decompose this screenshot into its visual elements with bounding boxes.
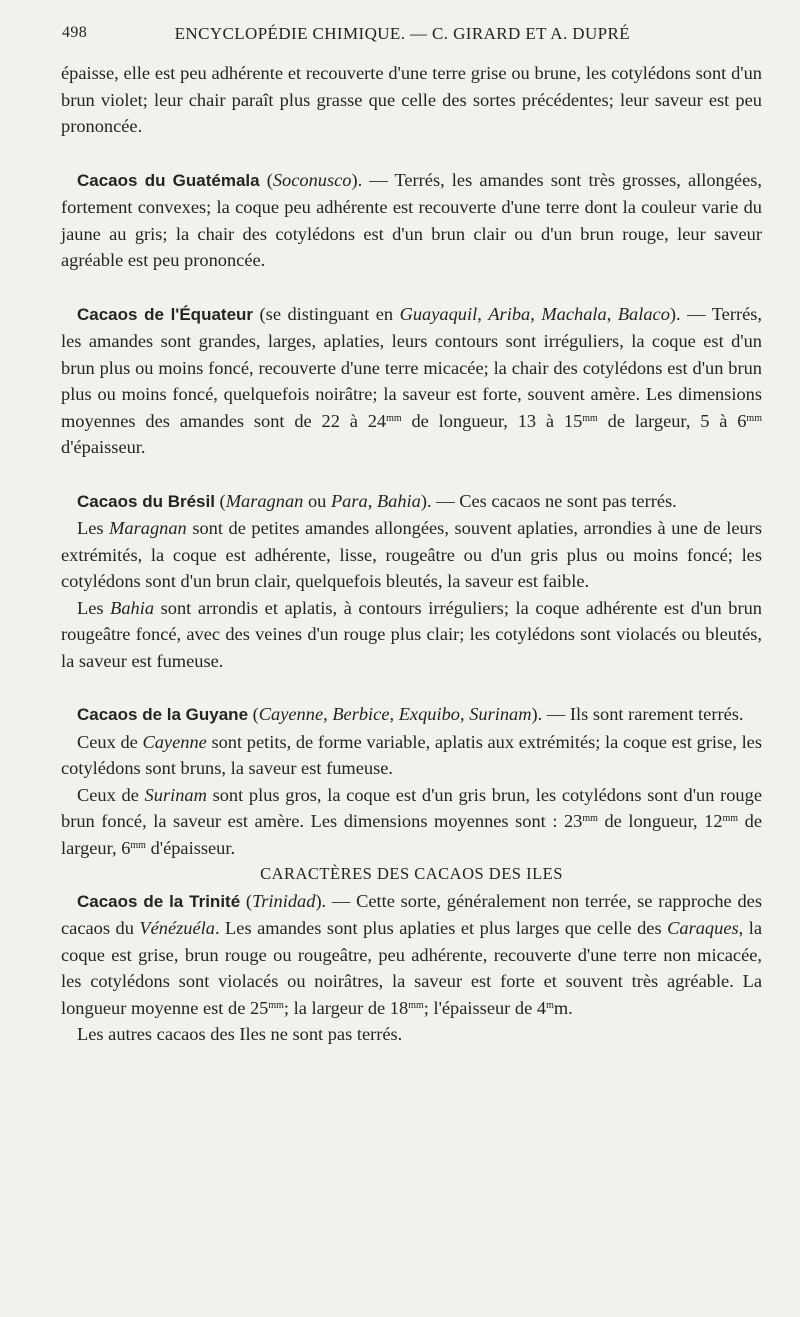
- section-title: CARACTÈRES DES CACAOS DES ILES: [260, 864, 563, 883]
- heading-guyane: Cacaos de la Guyane: [77, 705, 249, 724]
- paragraph-bahia: Les Bahia sont arrondis et aplatis, à contours irréguliers; la coque adhérente est d'un brun rougeâtre foncé, avec des veines d'un rouge plus clair; les cotylédons sont violacés ou bleutés, la saveur est fumeuse.: [61, 597, 762, 671]
- paragraph-trinite: Cacaos de la Trinité (Trinidad). — Cette sorte, généralement non terrée, se rapproche des cacaos du Vénézuéla. Les amandes sont plus aplaties et plus larges que celle des Caraques, la coque est grise, brun rouge ou rougeâtre, peu adhérente, recouverte d'une terre non micacée, les cotylédons sont violacés ou noirâtres, la saveur est forte et souvent très agréable. La longueur moyenne est de $25^{mm}$; la largeur de $18^{mm}$; l'épaisseur de 4$^m$m.: [61, 890, 763, 1018]
- running-title: ENCYCLOPÉDIE CHIMIQUE. — C. GIRARD ET A. DUPRÉ: [174, 24, 630, 43]
- paragraph-maragnan: Les Maragnan sont de petites amandes allongées, souvent aplaties, arrondies à une de leurs extrémités, la coque est adhérente, lisse, rougeâtre ou d'un gris plus ou moins foncé; les cotylédons sont d'un brun clair, quelquefois bleutés, la saveur est faible.: [61, 518, 762, 591]
- paragraph-surinam: Ceux de Surinam sont plus gros, la coque est d'un gris brun, les cotylédons sont d'un rouge brun foncé, la saveur est amère. Les dimensions moyennes sont : $23^{mm}$ de longueur, $12^{mm}$ de largeur, $6^{mm}$ d'épaisseur.: [61, 784, 762, 858]
- body-text: [61, 60, 762, 1048]
- paragraph-bresil: Cacaos du Brésil (Maragnan ou Para, Bahia). — Ces cacaos ne sont pas terrés.: [77, 490, 677, 511]
- paragraph-cayenne: Ceux de Cayenne sont petits, de forme variable, aplatis aux extrémités; la coque est grise, les cotylédons sont bruns, la saveur est fumeuse.: [61, 731, 762, 778]
- page-number: 498: [62, 24, 88, 41]
- paragraph-guatemala: Cacaos du Guatémala (Soconusco). — Terrés, les amandes sont très grosses, allongées, fortement convexes; la coque peu adhérente est recouverte d'une terre dont la couleur varie du jaune au gris; la chair des cotylédons est d'un brun clair ou d'un brun rouge, leur saveur agréable est peu prononcée.: [61, 169, 763, 270]
- running-header: [62, 24, 630, 44]
- paragraph-equateur: Cacaos de l'Équateur (se distinguant en Guayaquil, Ariba, Machala, Balaco). — Terrés, les amandes sont grandes, larges, aplaties, leurs contours sont irréguliers, la coque est d'un brun plus ou moins foncé, recouverte d'une terre micacée; la chair des cotylédons est d'un brun plus ou moins foncé, quelquefois noirâtre; la saveur est forte, souvent amère. Les dimensions moyennes des amandes sont de 22 à $24^{mm}$ de longueur, 13 à $15^{mm}$ de largeur, 5 à $6^{mm}$ d'épaisseur.: [61, 303, 762, 457]
- paragraph-last: Les autres cacaos des Iles ne sont pas terrés.: [77, 1024, 403, 1044]
- heading-trinite: Cacaos de la Trinité: [77, 891, 241, 911]
- paragraph-continuation: épaisse, elle est peu adhérente et recouverte d'une terre grise ou brune, les cotylédons sont d'un brun violet; leur chair paraît plus grasse que celle des sortes précédentes; leur saveur est peu prononcée.: [61, 63, 762, 136]
- heading-guatemala: Cacaos du Guatémala: [77, 170, 260, 190]
- paragraph-guyane: Cacaos de la Guyane (Cayenne, Berbice, Exquibo, Surinam). — Ils sont rarement terrés.: [77, 704, 744, 724]
- heading-bresil: Cacaos du Brésil: [77, 491, 215, 511]
- heading-equateur: Cacaos de l'Équateur: [77, 304, 254, 324]
